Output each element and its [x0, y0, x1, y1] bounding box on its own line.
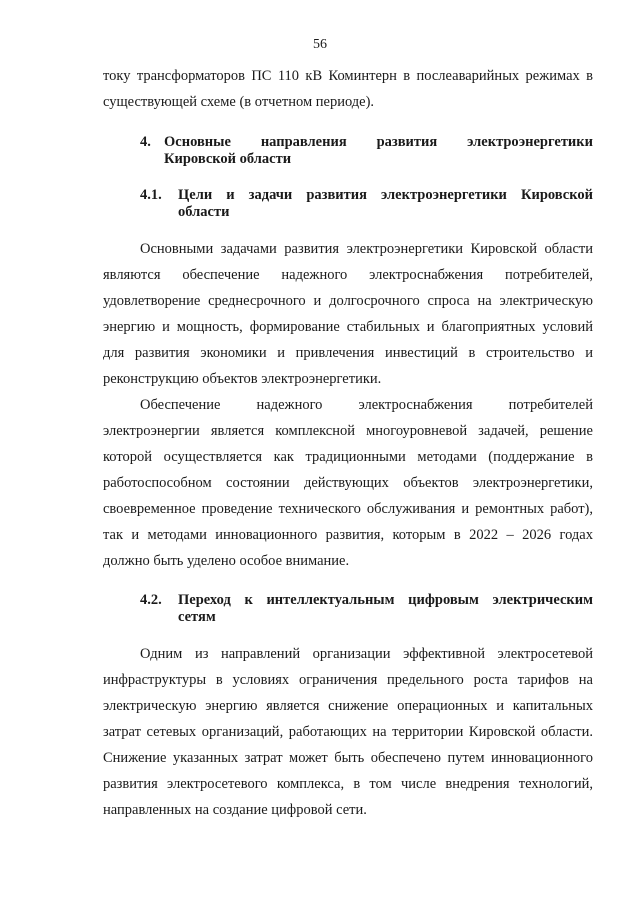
para1-line-6: реконструкцию объектов электроэнергетики.: [103, 371, 382, 387]
section-4-1-title-line-2: области: [178, 204, 230, 220]
para2-line-3: которой осуществляется как традиционными методами (поддержание в: [103, 449, 593, 465]
para3-line-2: инфраструктуры в условиях ограничения предельного роста тарифов на: [103, 672, 593, 688]
para2-line-5: своевременное проведение технического обслуживания и ремонтных работ),: [103, 501, 593, 517]
para1-line-1: Основными задачами развития электроэнергетики Кировской области: [140, 241, 593, 257]
para2-line-7: должно быть уделено особое внимание.: [103, 553, 350, 569]
para3-line-5: Снижение указанных затрат может быть обеспечено путем инновационного: [103, 750, 593, 766]
para3-line-7: направленных на создание цифровой сети.: [103, 802, 367, 818]
para2-line-1: Обеспечение надежного электроснабжения потребителей: [140, 397, 593, 413]
section-4-title-line-2: Кировской области: [164, 151, 292, 167]
section-4-title-line-1: Основные направления развития электроэнергетики: [164, 134, 593, 150]
section-4-2-title-line-1: Переход к интеллектуальным цифровым электрическим: [178, 592, 593, 608]
para1-line-4: энергию и мощность, формирование стабильных и благоприятных условий: [103, 319, 593, 335]
intro-line-1: току трансформаторов ПС 110 кВ Коминтерн в послеаварийных режимах в: [103, 68, 593, 84]
section-4-2-title-line-2: сетям: [178, 609, 216, 625]
section-4-1-number: 4.1.: [140, 187, 162, 203]
para3-line-4: затрат сетевых организаций, работающих на территории Кировской области.: [103, 724, 593, 740]
para1-line-5: для развития экономики и привлечения инвестиций в строительство и: [103, 345, 593, 361]
section-4-2-number: 4.2.: [140, 592, 162, 608]
para1-line-3: удовлетворение среднесрочного и долгосрочного спроса на электрическую: [103, 293, 593, 309]
para2-line-2: электроэнергии является комплексной многоуровневой задачей, решение: [103, 423, 593, 439]
para3-line-6: развития электросетевого комплекса, в том числе внедрения технологий,: [103, 776, 593, 792]
para3-line-1: Одним из направлений организации эффективной электросетевой: [140, 646, 593, 662]
intro-line-2: существующей схеме (в отчетном периоде).: [103, 94, 375, 110]
para1-line-2: являются обеспечение надежного электроснабжения потребителей,: [103, 267, 593, 283]
section-4-number: 4.: [140, 134, 151, 150]
page-number: 56: [313, 37, 327, 52]
para2-line-4: работоспособном состоянии действующих объектов электроэнергетики,: [103, 475, 593, 491]
section-4-1-title-line-1: Цели и задачи развития электроэнергетики Кировской: [178, 187, 593, 203]
para3-line-3: электрическую энергию является снижение операционных и капитальных: [103, 698, 593, 714]
para2-line-6: так и методами инновационного развития, которым в 2022 – 2026 годах: [103, 527, 593, 543]
